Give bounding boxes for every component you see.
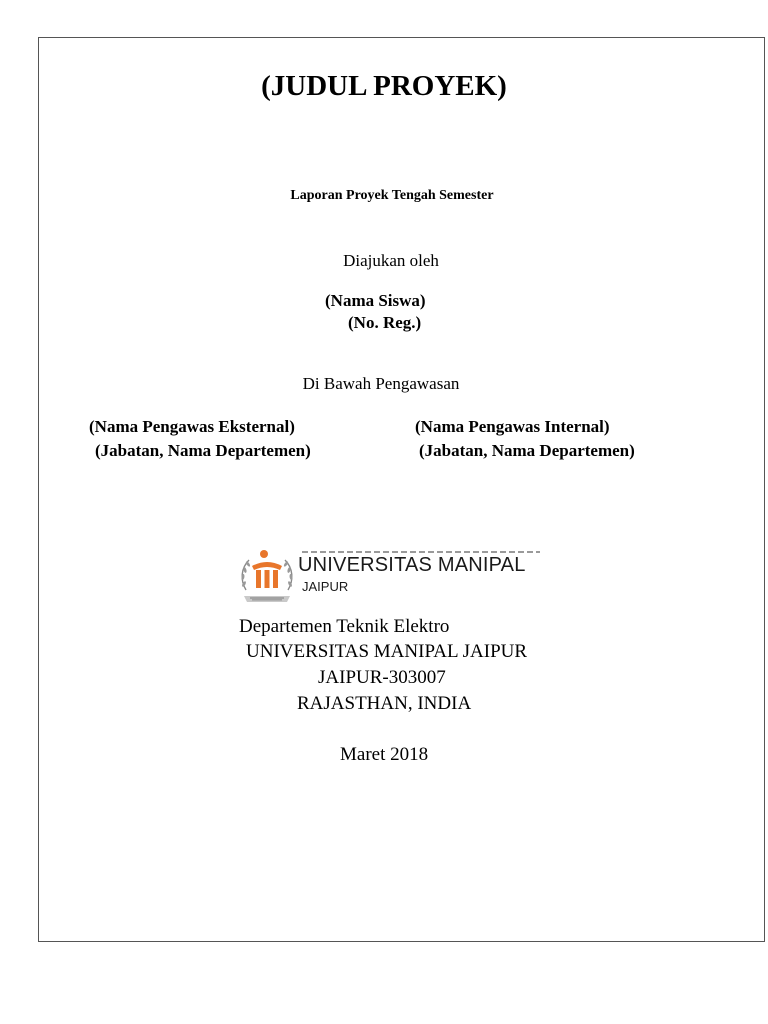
- student-reg-no: (No. Reg.): [348, 313, 422, 332]
- supervision-label: Di Bawah Pengawasan: [302, 374, 460, 393]
- university-logo: [236, 546, 546, 610]
- submitted-by-label: Diajukan oleh: [343, 251, 439, 270]
- student-name: (Nama Siswa): [325, 291, 426, 310]
- report-date: Maret 2018: [340, 744, 429, 765]
- university-state: RAJASTHAN, INDIA: [297, 693, 472, 714]
- report-subtitle: Laporan Proyek Tengah Semester: [290, 188, 494, 203]
- project-title: (JUDUL PROYEK): [261, 70, 507, 102]
- internal-supervisor-name: (Nama Pengawas Internal): [415, 417, 610, 436]
- external-supervisor-name: (Nama Pengawas Eksternal): [89, 417, 295, 436]
- university-name: UNIVERSITAS MANIPAL JAIPUR: [246, 641, 528, 662]
- logo-city: JAIPUR: [302, 579, 349, 594]
- page-border: [38, 37, 765, 942]
- external-supervisor-position: (Jabatan, Nama Departemen): [95, 441, 311, 460]
- logo-university-name: UNIVERSITAS MANIPAL: [298, 554, 526, 576]
- university-city: JAIPUR-303007: [318, 667, 446, 688]
- department-name: Departemen Teknik Elektro: [239, 616, 450, 637]
- university-emblem-icon: [236, 546, 298, 608]
- internal-supervisor-position: (Jabatan, Nama Departemen): [419, 441, 635, 460]
- logo-divider: [302, 551, 540, 553]
